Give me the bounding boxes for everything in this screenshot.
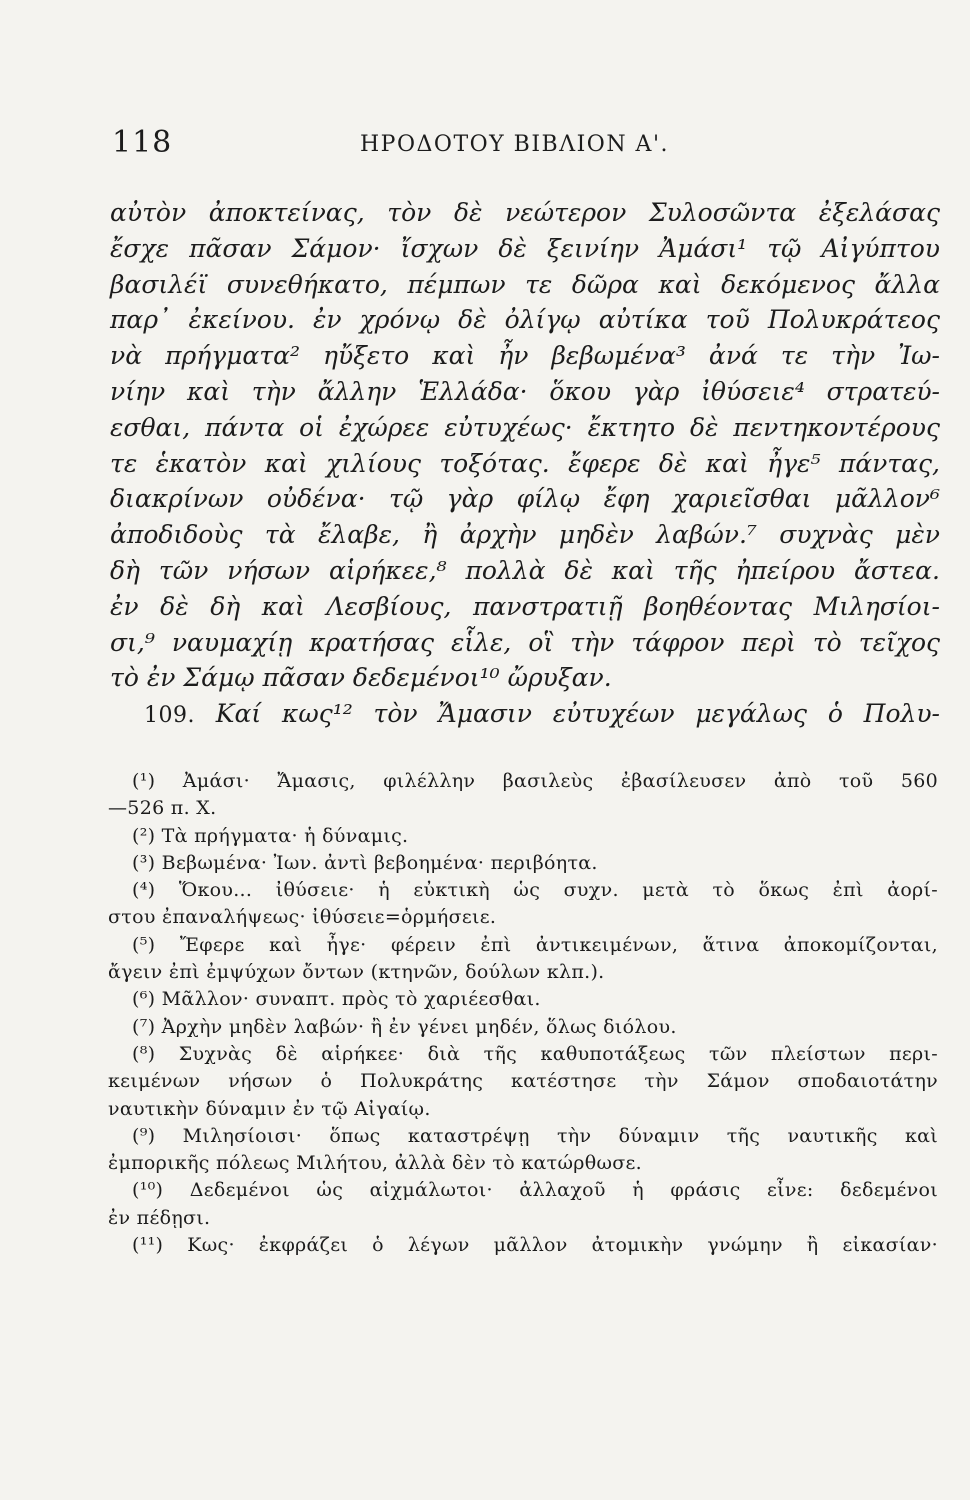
main-text-line: τὸ ἐν Σάμῳ πᾶσαν δεδεμένοι¹⁰ ὤρυξαν. xyxy=(110,663,612,693)
main-text-line: ἀποδιδοὺς τὰ ἔλαβε, ἢ ἀρχὴν μηδὲν λαβών.⁷ συχνὰς μὲν xyxy=(110,520,940,550)
main-text-line: παρ᾽ ἐκείνου. ἐν χρόνῳ δὲ ὀλίγῳ αὐτίκα τοῦ Πολυκράτεος xyxy=(110,305,940,335)
section-start-line xyxy=(110,696,940,732)
main-text-line: ἔσχε πᾶσαν Σάμον· ἴσχων δὲ ξεινίην Ἀμάσι¹ τῷ Αἰγύπτου xyxy=(110,233,940,263)
footnote-line: (⁴) Ὅκου... ἰθύσειε· ἡ εὐκτικὴ ὡς συχν. μετὰ τὸ ὅκως ἐπὶ ἀορί- xyxy=(132,879,938,902)
running-head: ΗΡΟΔΟΤΟΥ ΒΙΒΛΙΟΝ Α'. xyxy=(360,132,669,157)
footnote-line: ἐν πέδῃσι. xyxy=(108,1206,211,1229)
footnote-line: (¹¹) Κως· ἐκφράζει ὁ λέγων μᾶλλον ἀτομικὴν γνώμην ἢ εἰκασίαν· xyxy=(132,1234,938,1257)
main-text-line: νίην καὶ τὴν ἄλλην Ἑλλάδα· ὅκου γὰρ ἰθύσειε⁴ στρατεύ- xyxy=(110,376,940,406)
footnote-line: (²) Τὰ πρήγματα· ἡ δύναμις. xyxy=(132,824,409,847)
page-header xyxy=(112,125,938,165)
footnote-line: —526 π. Χ. xyxy=(108,797,217,820)
main-text-line: δὴ τῶν νήσων αἱρήκεε,⁸ πολλὰ δὲ καὶ τῆς ἠπείρου ἄστεα. xyxy=(110,555,940,585)
footnote-line: στου ἐπαναλήψεως· ἰθύσειε=ὁρμήσειε. xyxy=(108,906,497,929)
footnote-line: (¹⁰) Δεδεμένοι ὡς αἰχμάλωτοι· ἀλλαχοῦ ἡ φράσις εἶνε: δεδεμένοι xyxy=(132,1179,938,1202)
footnote-line: (⁹) Μιλησίοισι· ὅπως καταστρέψῃ τὴν δύναμιν τῆς ναυτικῆς καὶ xyxy=(132,1124,938,1147)
footnote-line: ἐμπορικῆς πόλεως Μιλήτου, ἀλλὰ δὲν τὸ κατώρθωσε. xyxy=(108,1152,642,1175)
footnote-line: ἄγειν ἐπὶ ἐμψύχων ὄντων (κτηνῶν, δούλων κλπ.). xyxy=(108,961,605,984)
main-text-line: αὐτὸν ἀποκτείνας, τὸν δὲ νεώτερον Συλοσῶντα ἐξελάσας xyxy=(110,198,940,227)
footnote-line: κειμένων νήσων ὁ Πολυκράτης κατέστησε τὴν Σάμον σποδαιοτάτην xyxy=(108,1070,938,1093)
section-start-text: Καί κως¹² τὸν Ἄμασιν εὐτυχέων μεγάλως ὁ Πολυ- xyxy=(215,699,940,729)
footnote-line: (⁷) Ἀρχὴν μηδὲν λαβών· ἢ ἐν γένει μηδέν, ὅλως διόλου. xyxy=(132,1015,677,1038)
footnote-line: (³) Βεβωμένα· Ἰων. ἀντὶ βεβοημένα· περιβόητα. xyxy=(132,851,598,874)
main-text xyxy=(110,195,940,732)
footnote-line: (¹) Ἀμάσι· Ἄμασις, φιλέλλην βασιλεὺς ἐβασίλευσεν ἀπὸ τοῦ 560 xyxy=(132,770,938,792)
main-text-line: τε ἑκατὸν καὶ χιλίους τοξότας. ἔφερε δὲ καὶ ἦγε⁵ πάντας, xyxy=(110,448,940,478)
main-text-line: νὰ πρήγματα² ηὔξετο καὶ ἦν βεβωμένα³ ἀνά τε τὴν Ἰω- xyxy=(110,341,940,371)
main-text-line: εσθαι, πάντα οἱ ἐχώρεε εὐτυχέως· ἔκτητο δὲ πεντηκοντέρους xyxy=(110,412,940,442)
main-text-line: ἐν δὲ δὴ καὶ Λεσβίους, πανστρατιῇ βοηθέοντας Μιλησίοι- xyxy=(110,591,940,621)
footnote-line: ναυτικὴν δύναμιν ἐν τῷ Αἰγαίῳ. xyxy=(108,1097,431,1120)
section-number: 109. xyxy=(144,703,195,729)
main-text-line: βασιλέϊ συνεθήκατο, πέμπων τε δῶρα καὶ δεκόμενος ἄλλα xyxy=(110,269,940,299)
main-text-line: διακρίνων οὐδένα· τῷ γὰρ φίλῳ ἔφη χαριεῖσθαι μᾶλλον⁶ xyxy=(110,484,940,514)
footnote-line: (⁵) Ἔφερε καὶ ἦγε· φέρειν ἐπὶ ἀντικειμένων, ἅτινα ἀποκομίζονται, xyxy=(132,933,938,956)
footnote-line: (⁶) Μᾶλλον· συναπτ. πρὸς τὸ χαριέεσθαι. xyxy=(132,988,541,1011)
page-number: 118 xyxy=(112,125,173,160)
main-text-line: σι,⁹ ναυμαχίῃ κρατήσας εἷλε, οἳ τὴν τάφρον περὶ τὸ τεῖχος xyxy=(110,627,940,657)
footnotes xyxy=(108,768,938,1259)
footnote-line: (⁸) Συχνὰς δὲ αἱρήκεε· διὰ τῆς καθυποτάξεως τῶν πλείστων περι- xyxy=(132,1042,938,1065)
